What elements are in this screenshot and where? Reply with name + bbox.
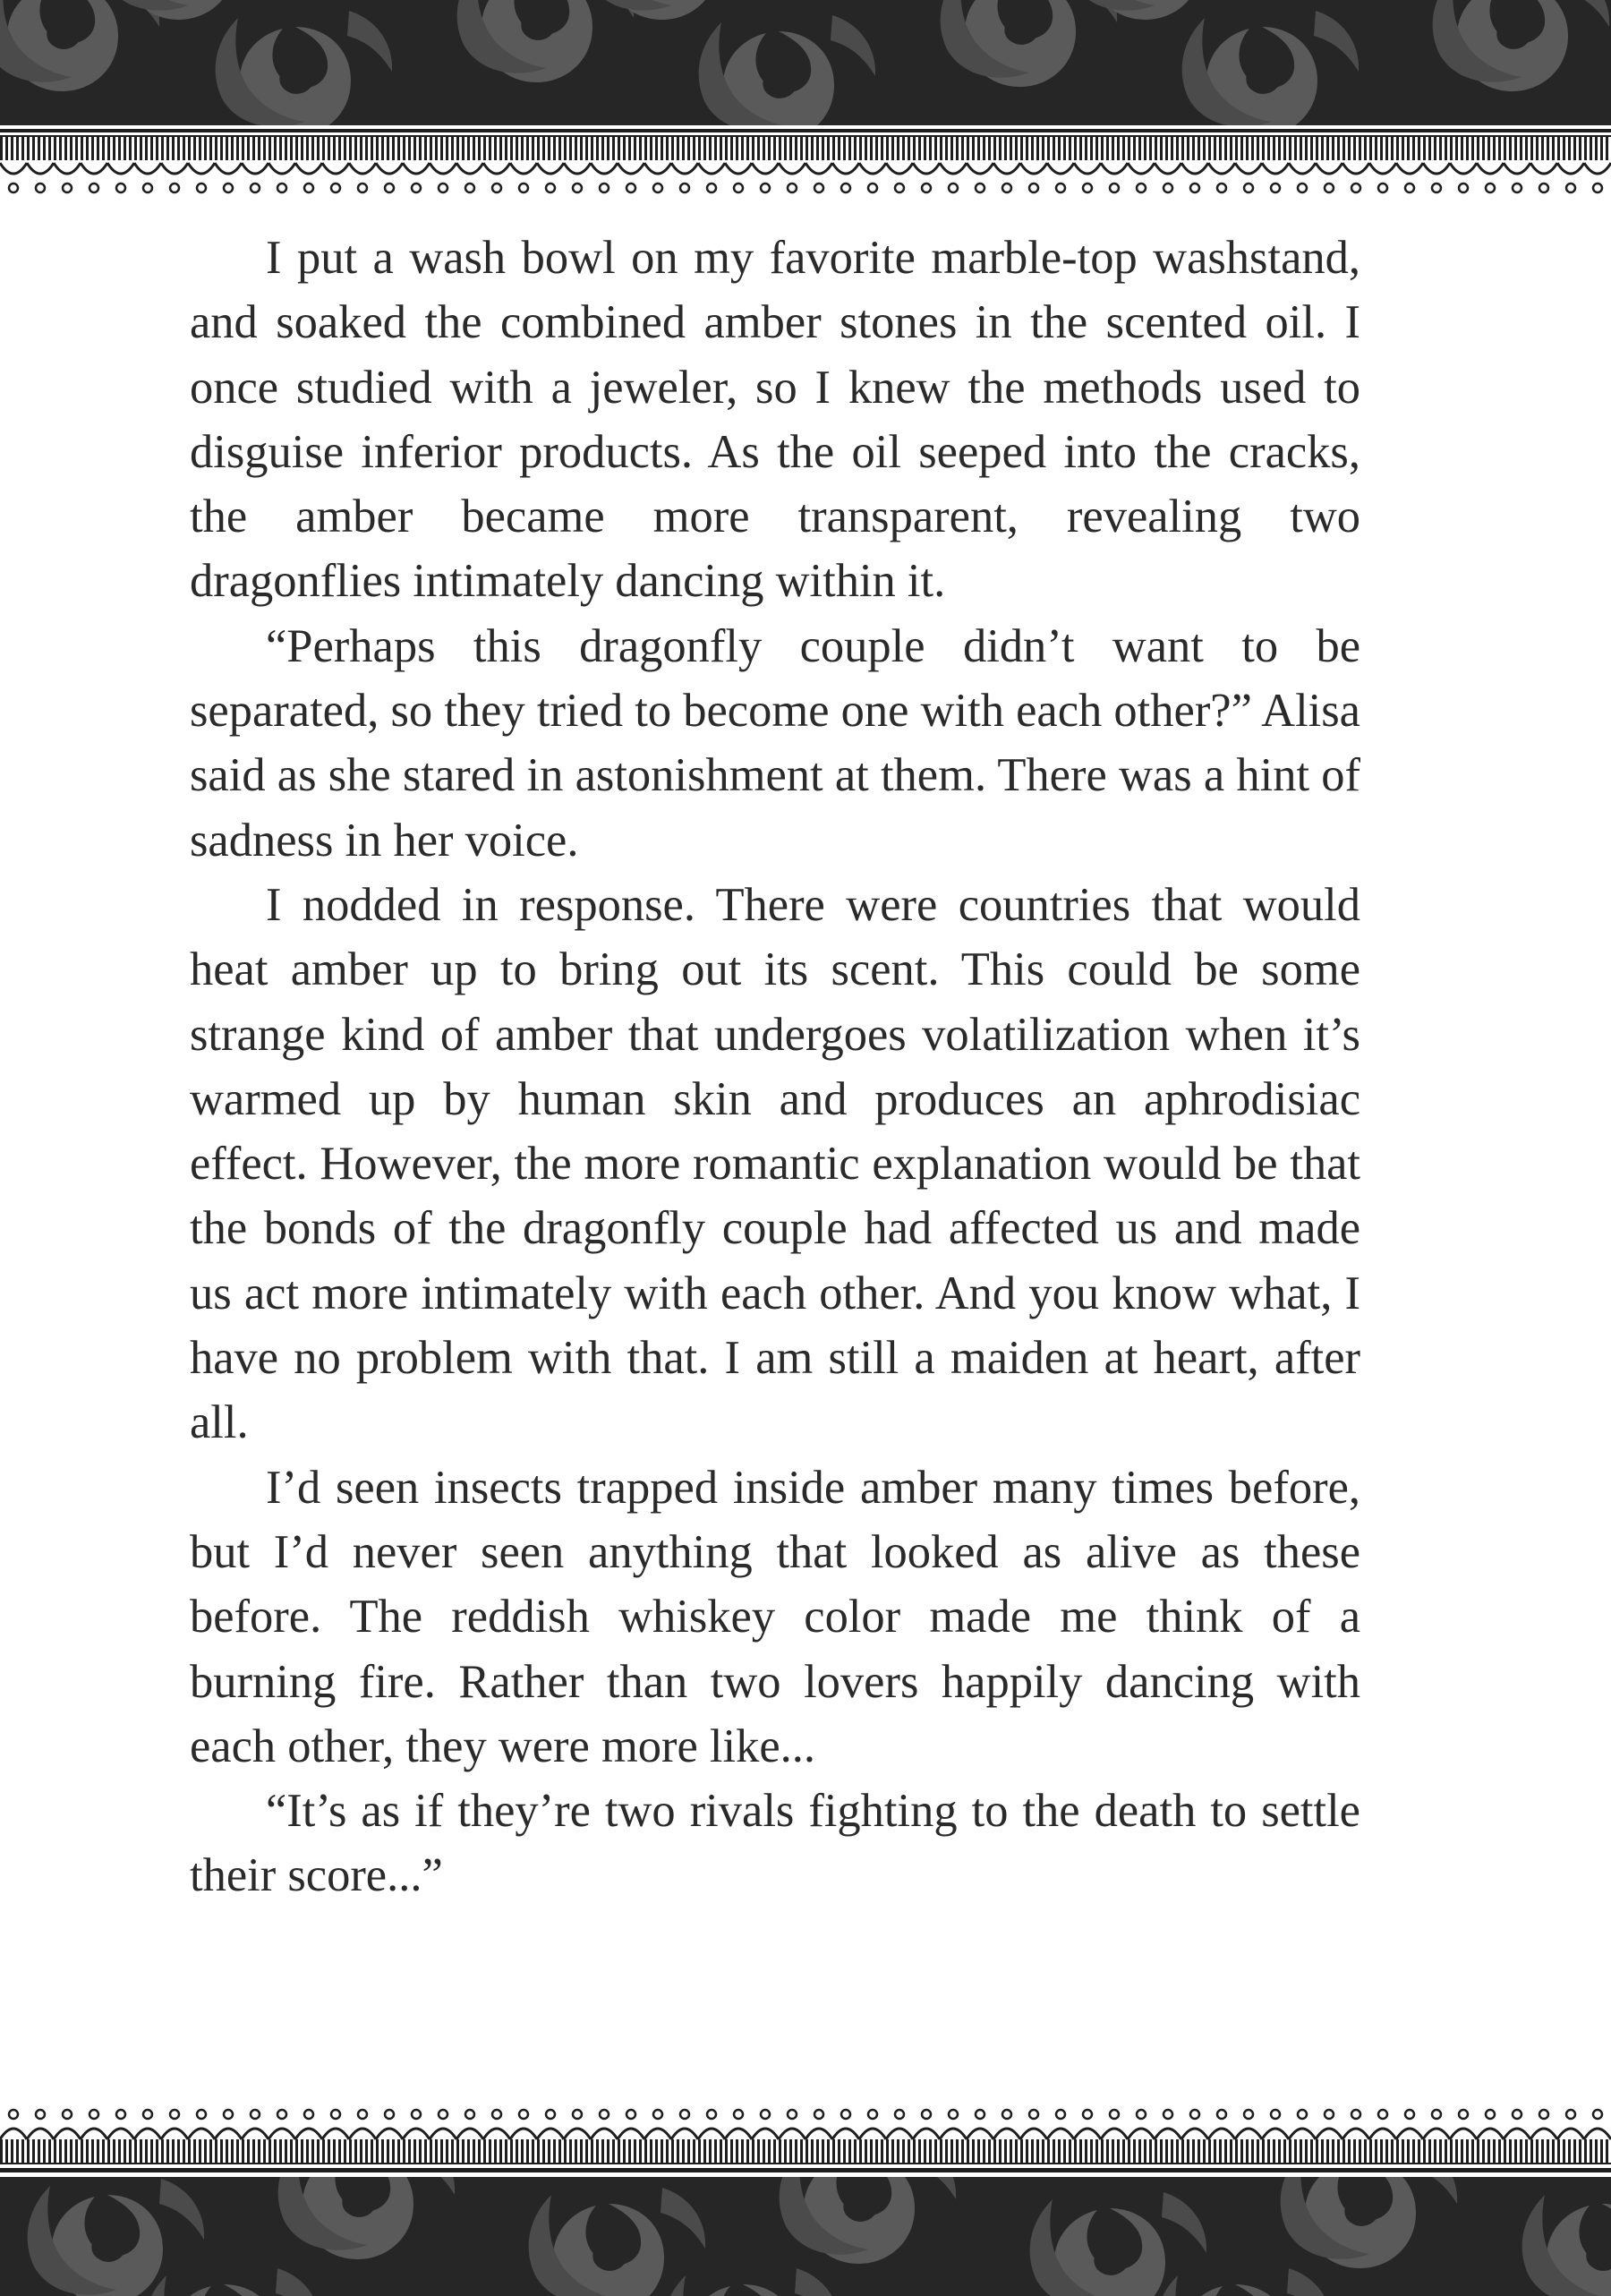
lace-border-top (0, 125, 1611, 197)
rose-pattern-top (0, 0, 1611, 125)
lace-border-bottom (0, 2104, 1611, 2177)
paragraph-2: “Perhaps this dragonfly couple didn’t want to be separated, so they tried to become one with each other?” Alisa said as she stared in astonishment at them. There was a hint of sadness in her voice. (190, 619, 1360, 866)
bottom-rose-band (0, 2177, 1611, 2296)
top-rose-band (0, 0, 1611, 125)
paragraph-3: I nodded in response. There were countries that would heat amber up to bring out its scent. This could be some strange kind of amber that undergoes volatilization when it’s warmed up by human skin and produces an aphrodisiac effect. However, the more romantic explanation would be that the bonds of the dragonfly couple had affected us and made us act more intimately with each other. And you know what, I have no problem with that. I am still a maiden at heart, after all. (190, 878, 1360, 1449)
bottom-ornamental-trim (0, 2104, 1611, 2177)
top-ornamental-trim (0, 125, 1611, 197)
story-text (190, 226, 1360, 1908)
paragraph-4: I’d seen insects trapped inside amber many times before, but I’d never seen anything that looked as alive as these before. The reddish whiskey color made me think of a burning fire. Rather than two lovers happily dancing with each other, they were more like... (190, 1461, 1360, 1772)
rose-pattern-bottom (0, 2177, 1611, 2296)
paragraph-1: I put a wash bowl on my favorite marble-top washstand, and soaked the combined amber stones in the scented oil. I once studied with a jeweler, so I knew the methods used to disguise inferior products. As the oil seeped into the cracks, the amber became more transparent, revealing two dragonflies intimately dancing within it. (190, 232, 1360, 608)
paragraph-5: “It’s as if they’re two rivals fighting to the death to settle their score...” (190, 1785, 1360, 1902)
